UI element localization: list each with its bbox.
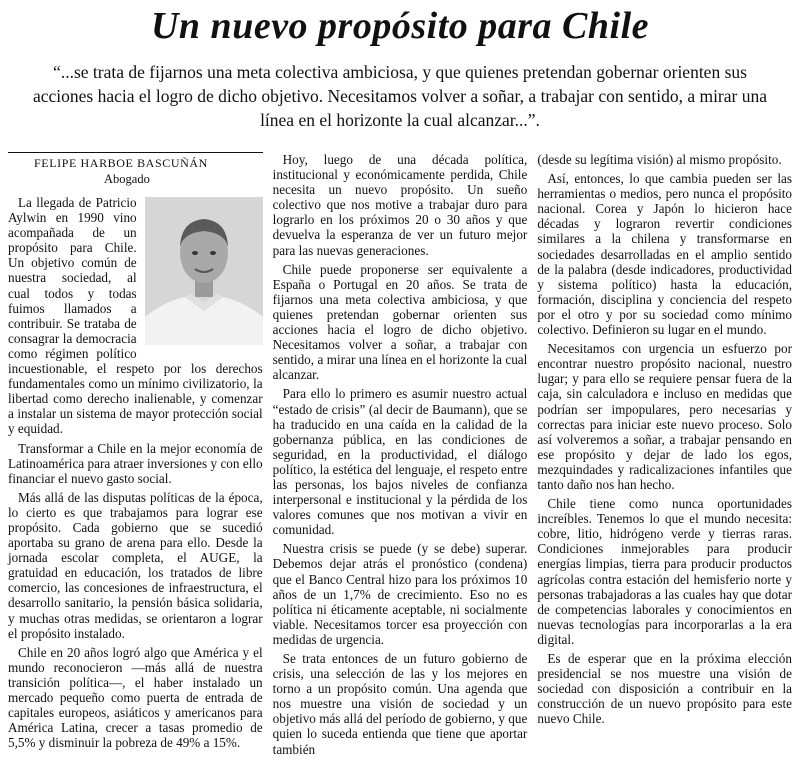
- paragraph: Se trata entonces de un futuro gobierno de crisis, una selección de las y los mejores en torno a un propósito común. Una agenda que nos muestre una visión de sociedad y un objetivo más allá del período de gobierno, y que quien lo suceda entienda que tiene que aportar también: [272, 651, 528, 757]
- author-name: FELIPE HARBOE BASCUÑÁN: [34, 156, 208, 170]
- paragraph: Chile en 20 años logró algo que América y el mundo reconocieron —más allá de nuestra transición política—, el haber instalado un mercado pequeño como puerta de entrada de capitales europeos, asiáticos y americanos para América Latina, crecer a tasas promedio de 5,5% y disminuir la pobreza de 49% a 15%.: [8, 644, 263, 751]
- article-title: Un nuevo propósito para Chile: [150, 5, 650, 47]
- author-role: Abogado: [104, 172, 150, 186]
- paragraph: Más allá de las disputas políticas de la época, lo cierto es que trabajamos para lograr ese propósito. Cada gobierno que se sucedió aportaba su grano de arena para ello. Desde la jornada escolar completa, el AUGE, la gratuidad en educación, los tratados de libre comercio, las concesiones de infraestructura, el desarrollo sanitario, la pensión básica solidaria, y muchas otras medidas, se orientaron a lograr el propósito instalado.: [8, 489, 263, 641]
- paragraph: La llegada de Patricio Aylwin en 1990 vino acompañada de un propósito para Chile. Un objetivo común de nuestra sociedad, al cual todos y todas fuimos llamados a contribuir. Se trataba de consagrar la democracia como régimen político incuestionable, el respeto por los derechos fundamentales como un mínimo civilizatorio, la libertad como derecho inalienable, y comenzar a instalar un sistema de mayor protección social y equidad.: [8, 195, 263, 437]
- article-lead-quote: “...se trata de fijarnos una meta colectiva ambiciosa, y que quienes pretendan gobernar orienten sus acciones hacia el logro de dicho objetivo. Necesitamos volver a soñar, a trabajar con sentido, a mirar una línea en el horizonte la cual alcanzar...”.: [32, 62, 768, 130]
- paragraph: Chile tiene como nunca oportunidades increíbles. Tenemos lo que el mundo necesita: cobre, litio, hidrógeno verde y tierras raras. Condiciones inmejorables para producir energías limpias, tierra para producir productos agrícolas contra estación del hemisferio norte y personas trabajadoras a las cuales hay que dotar de competencias laborales y conocimientos en nuevas tecnologías para incorporarlas a la era digital.: [537, 496, 792, 647]
- paragraph: Chile puede proponerse ser equivalente a España o Portugal en 20 años. Se trata de fijarnos una meta colectiva ambiciosa, y que quienes pretendan gobernar orienten sus acciones hacia el logro de dicho objetivo. Necesitamos volver a soñar, a trabajar con sentido, a mirar una línea en el horizonte la cual alcanzar.: [272, 261, 528, 383]
- column-3: [537, 152, 792, 761]
- paragraph: Hoy, luego de una década política, institucional y económicamente perdida, Chile necesita un nuevo propósito. Un sueño colectivo que nos motive a trabajar duro para lograrlo en los próximos 20 o 30 años y que devuelva la esperanza de ver un futuro mejor para las nuevas generaciones.: [272, 152, 528, 258]
- paragraph: Es de esperar que en la próxima elección presidencial se nos muestre una visión de sociedad con disposición a contribuir en la construcción de un nuevo propósito para este nuevo Chile.: [537, 651, 792, 727]
- paragraph: (desde su legítima visión) al mismo propósito.: [537, 152, 782, 167]
- paragraph: Nuestra crisis se puede (y se debe) superar. Debemos dejar atrás el pronóstico (condena) que el Banco Central hizo para los próximos 10 años de un 1,7% de crecimiento. Eso no es política ni éticamente aceptable, ni socialmente viable. Necesitamos torcer esa proyección con medidas de urgencia.: [272, 541, 528, 647]
- column-1: [8, 152, 263, 761]
- author-divider: [8, 152, 263, 153]
- paragraph: Para ello lo primero es asumir nuestro actual “estado de crisis” (al decir de Baumann), que se ha traducido en una caída en la calidad de la gobernanza pública, en las condiciones de seguridad, en la productividad, el diálogo político, la estética del lenguaje, el respeto entre las personas, los bajos niveles de confianza interpersonal e institucional y la pérdida de los valores comunes que nos motivan a vivir en comunidad.: [272, 386, 528, 538]
- paragraph: Transformar a Chile en la mejor economía de Latinoamérica para atraer inversiones y con ello financiar el nuevo gasto social.: [8, 440, 263, 486]
- column-2: [273, 152, 528, 761]
- article-columns: [8, 152, 792, 757]
- author-photo: [145, 197, 263, 345]
- paragraph: Así, entonces, lo que cambia pueden ser las herramientas o medios, pero nunca el propósito nacional. Corea y Japón lo hicieron hace décadas y lograron revertir condiciones similares a la chilena y transformarse en sociedades desarrolladas en el amplio sentido de la palabra (desde indicadores, productividad y sistema político) hasta la educación, formación, disciplina y conciencia del respeto por el otro y por su sociedad como mínimo colectivo. Definieron su lugar en el mundo.: [537, 171, 792, 338]
- paragraph: Necesitamos con urgencia un esfuerzo por encontrar nuestro propósito nacional, nuestro lugar; y para ello se requiere pensar fuera de la caja, sin calculadora e incluso en medidas que podrían ser impopulares, pero necesarias y correctas para iniciar este nuevo proceso. Solo así volveremos a soñar, a trabajar pensando en ese propósito y dejar de lado los egos, mezquindades y radicalizaciones infantiles que tanto daño nos han hecho.: [537, 341, 792, 492]
- portrait-photo-icon: [145, 197, 263, 345]
